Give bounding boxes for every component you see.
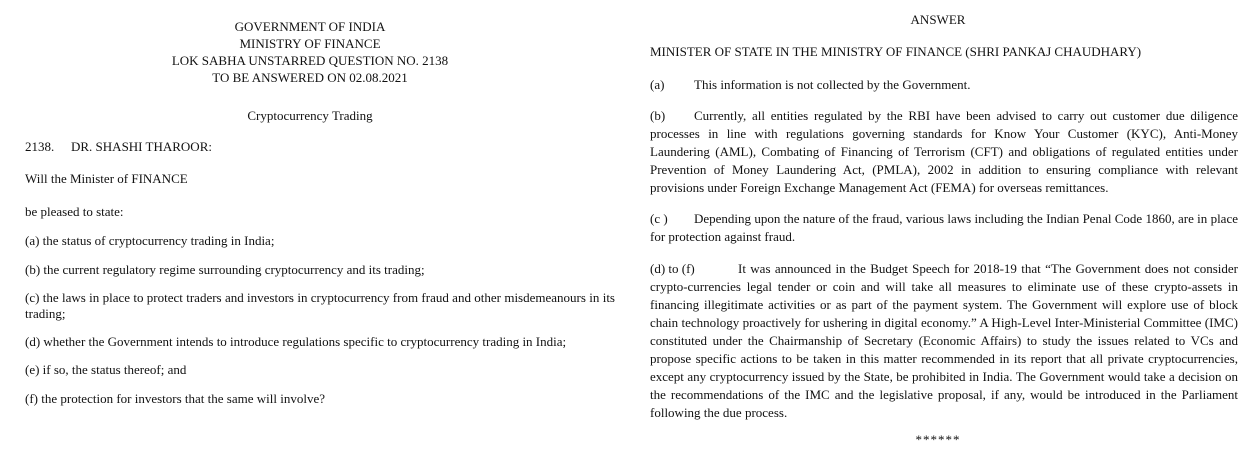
- header-ministry: MINISTRY OF FINANCE: [239, 36, 381, 51]
- answer-a-label: (a): [650, 77, 665, 92]
- question-header: [10, 18, 610, 86]
- answer-b: [650, 107, 1238, 197]
- answer-column: [632, 0, 1244, 457]
- question-item-b: (b) the current regulatory regime surrounding cryptocurrency and its trading;: [25, 262, 425, 277]
- answer-a: [650, 76, 1238, 94]
- header-answer-date: TO BE ANSWERED ON 02.08.2021: [212, 70, 408, 85]
- header-government: GOVERNMENT OF INDIA: [234, 19, 386, 34]
- question-topic: Cryptocurrency Trading: [247, 108, 373, 123]
- answer-minister: MINISTER OF STATE IN THE MINISTRY OF FINANCE (SHRI PANKAJ CHAUDHARY): [650, 44, 1142, 59]
- answer-c-text: Depending upon the nature of the fraud, various laws including the Indian Penal Code 1860, are in place for protection against fraud.: [650, 211, 1238, 244]
- question-number-line: [25, 139, 212, 155]
- answer-c-label: (c ): [650, 211, 668, 226]
- answer-a-text: This information is not collected by the Government.: [694, 77, 971, 92]
- question-intro: Will the Minister of FINANCE: [25, 171, 188, 186]
- member-name: DR. SHASHI THAROOR:: [71, 139, 212, 154]
- answer-title: ANSWER: [910, 12, 966, 27]
- answer-b-text: Currently, all entities regulated by the RBI have been advised to carry out customer due diligence processes in line with regulations governing standards for Know Your Customer (KYC), Anti-Money Laundering (AML), Combating of Financing of Terrorism (CFT) and obligations of regulated entities under Prevention of Money Laundering Act, (PMLA), 2002 in addition to ensuring compliance with relevant provisions under Foreign Exchange Management Act (FEMA) for overseas remittances.: [650, 108, 1238, 195]
- question-item-e: (e) if so, the status thereof; and: [25, 362, 187, 377]
- question-number: 2138.: [25, 139, 55, 154]
- answer-d-text: It was announced in the Budget Speech for 2018-19 that “The Government does not consider crypto-currencies legal tender or coin and will take all measures to eliminate use of these crypto-assets in financing illegitimate activities or as part of the payment system. The Government will explore use of block chain technology proactively for ushering in digital economy.” A High-Level Inter-Ministerial Committee (IMC) constituted under the Chairmanship of Secretary (Economic Affairs) to study the issues related to VCs and propose specific actions to be taken in this matter recommended in its report that all private cryptocurrencies, except any cryptocurrency issued by the State, be prohibited in India. The Government would take a decision on the recommendations of the IMC and the legislative proposal, if any, would be introduced in the Parliament following the due process.: [650, 261, 1238, 420]
- question-item-a: (a) the status of cryptocurrency trading in India;: [25, 233, 275, 248]
- answer-c: [650, 210, 1238, 246]
- header-question-number: LOK SABHA UNSTARRED QUESTION NO. 2138: [171, 53, 449, 68]
- answer-d-to-f: [650, 260, 1238, 422]
- question-item-d: (d) whether the Government intends to introduce regulations specific to cryptocurrency trading in India;: [25, 334, 567, 349]
- answer-d-label: (d) to (f): [650, 261, 695, 276]
- end-mark: ******: [915, 432, 961, 447]
- question-be-pleased: be pleased to state:: [25, 204, 124, 219]
- answer-b-label: (b): [650, 108, 666, 123]
- question-item-c: (c) the laws in place to protect traders and investors in cryptocurrency from fraud and other misdemeanours in its trading;: [25, 290, 615, 321]
- question-item-f: (f) the protection for investors that the same will involve?: [25, 391, 325, 406]
